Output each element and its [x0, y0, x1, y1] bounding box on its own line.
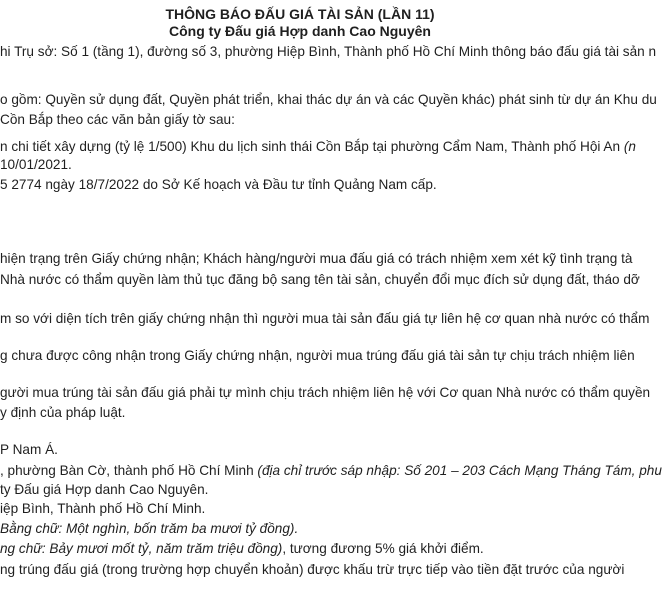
text-line-18	[0, 540, 484, 558]
text-line-4-regular: n chi tiết xây dựng (tỷ lệ 1/500) Khu du lịch sinh thái Cồn Bắp tại phường Cẩm Nam, Thành phố Hội An	[0, 139, 624, 154]
text-line-12: y định của pháp luật.	[0, 405, 126, 420]
text-line-4-italic: (n	[623, 139, 636, 154]
text-line-4	[0, 138, 636, 156]
notice-title: THÔNG BÁO ĐẤU GIÁ TÀI SẢN (LẦN 11)	[165, 6, 435, 22]
text-line-9: m so với diện tích trên giấy chứng nhận thì người mua tài sản đấu giá tự liên hệ cơ quan nhà nước có thẩm	[0, 311, 650, 326]
text-line-18-italic: ng chữ: Bảy mươi mốt tỷ, năm trăm triệu đồng)	[0, 541, 283, 556]
text-line-13: P Nam Á.	[0, 442, 58, 457]
text-line-14	[0, 462, 662, 480]
text-line-10: g chưa được công nhận trong Giấy chứng nhận, người mua trúng đấu giá tài sản tự chịu trách nhiệm liên	[0, 348, 635, 363]
text-line-3: Cồn Bắp theo các văn bản giấy tờ sau:	[0, 112, 235, 127]
text-line-16: iệp Bình, Thành phố Hồ Chí Minh.	[0, 501, 206, 516]
text-line-18-regular: , tương đương 5% giá khởi điểm.	[282, 541, 484, 556]
text-line-6: 5 2774 ngày 18/7/2022 do Sở Kế hoạch và Đầu tư tỉnh Quảng Nam cấp.	[0, 177, 437, 192]
company-name: Công ty Đấu giá Hợp danh Cao Nguyên	[169, 23, 431, 39]
text-line-1: hi Trụ sở: Số 1 (tầng 1), đường số 3, phường Hiệp Bình, Thành phố Hồ Chí Minh thông báo đấu giá tài sản n	[0, 44, 657, 59]
text-line-2: o gồm: Quyền sử dụng đất, Quyền phát triển, khai thác dự án và các Quyền khác) phát sinh từ dự án Khu du	[0, 92, 657, 107]
text-line-14-regular: , phường Bàn Cờ, thành phố Hồ Chí Minh	[0, 463, 258, 478]
text-line-19: ng trúng đấu giá (trong trường hợp chuyển khoản) được khấu trừ trực tiếp vào tiền đặt trước của người	[0, 562, 625, 577]
text-line-5: 10/01/2021.	[0, 157, 72, 172]
text-line-15: ty Đấu giá Hợp danh Cao Nguyên.	[0, 482, 209, 497]
text-line-8: Nhà nước có thẩm quyền làm thủ tục đăng bộ sang tên tài sản, chuyển đổi mục đích sử dụng đất, tháo dỡ	[0, 272, 640, 287]
text-line-14-italic: (địa chỉ trước sáp nhập: Số 201 – 203 Cách Mạng Tháng Tám, phu	[257, 463, 662, 478]
text-line-17: Bằng chữ: Một nghìn, bốn trăm ba mươi tỷ đồng).	[0, 521, 299, 536]
text-line-7: hiện trạng trên Giấy chứng nhận; Khách hàng/người mua đấu giá có trách nhiệm xem xét kỹ tình trạng tà	[0, 251, 633, 266]
text-line-11: gười mua trúng tài sản đấu giá phải tự mình chịu trách nhiệm liên hệ với Cơ quan Nhà nước có thẩm quyền	[0, 385, 651, 400]
